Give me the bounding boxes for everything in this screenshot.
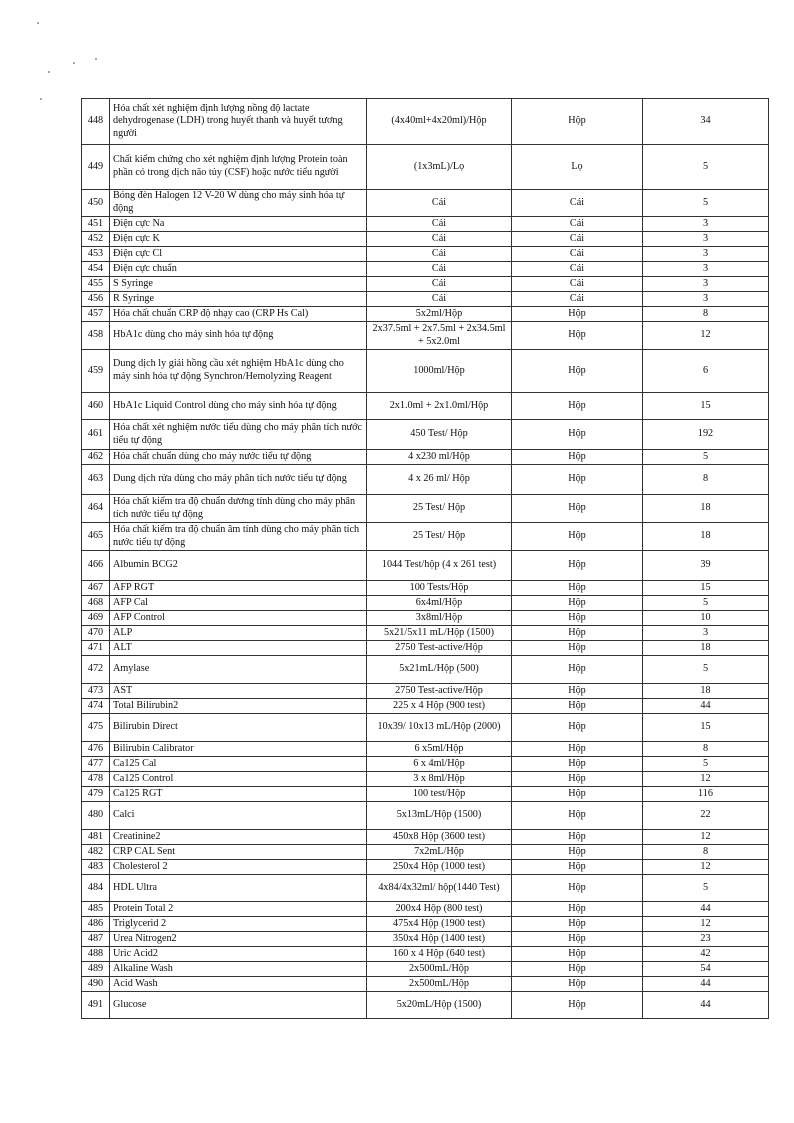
item-name-cell: Cholesterol 2 xyxy=(110,860,367,875)
table-row xyxy=(82,322,769,350)
row-number-cell: 466 xyxy=(82,551,110,581)
table-row xyxy=(82,217,769,232)
packing-spec-cell: 475x4 Hộp (1900 test) xyxy=(367,917,512,932)
item-name-cell: Điện cực Na xyxy=(110,217,367,232)
row-number-cell: 453 xyxy=(82,247,110,262)
row-number-cell: 473 xyxy=(82,684,110,699)
unit-cell: Hộp xyxy=(512,393,643,420)
unit-cell: Hộp xyxy=(512,99,643,145)
quantity-cell: 34 xyxy=(643,99,769,145)
row-number-cell: 462 xyxy=(82,450,110,465)
packing-spec-cell: 6 x5ml/Hộp xyxy=(367,742,512,757)
item-name-cell: Dung dịch rửa dùng cho máy phân tích nước tiểu tự động xyxy=(110,465,367,495)
item-name-cell: ALT xyxy=(110,641,367,656)
table-row xyxy=(82,962,769,977)
table-row xyxy=(82,757,769,772)
row-number-cell: 472 xyxy=(82,656,110,684)
packing-spec-cell: 5x20mL/Hộp (1500) xyxy=(367,992,512,1019)
packing-spec-cell: Cái xyxy=(367,247,512,262)
table-row xyxy=(82,611,769,626)
unit-cell: Hộp xyxy=(512,977,643,992)
unit-cell: Hộp xyxy=(512,932,643,947)
row-number-cell: 470 xyxy=(82,626,110,641)
table-row xyxy=(82,699,769,714)
quantity-cell: 15 xyxy=(643,393,769,420)
item-name-cell: HbA1c Liquid Control dùng cho máy sinh hóa tự động xyxy=(110,393,367,420)
unit-cell: Cái xyxy=(512,190,643,217)
item-name-cell: AST xyxy=(110,684,367,699)
quantity-cell: 5 xyxy=(643,656,769,684)
packing-spec-cell: 450 Test/ Hộp xyxy=(367,420,512,450)
row-number-cell: 452 xyxy=(82,232,110,247)
packing-spec-cell: 2x1.0ml + 2x1.0ml/Hộp xyxy=(367,393,512,420)
quantity-cell: 5 xyxy=(643,596,769,611)
packing-spec-cell: 100 Tests/Hộp xyxy=(367,581,512,596)
table-row xyxy=(82,420,769,450)
item-name-cell: Albumin BCG2 xyxy=(110,551,367,581)
unit-cell: Hộp xyxy=(512,787,643,802)
table-row xyxy=(82,495,769,523)
table-row xyxy=(82,875,769,902)
table-row xyxy=(82,277,769,292)
item-name-cell: Creatinine2 xyxy=(110,830,367,845)
row-number-cell: 481 xyxy=(82,830,110,845)
item-name-cell: Amylase xyxy=(110,656,367,684)
item-name-cell: Protein Total 2 xyxy=(110,902,367,917)
item-name-cell: Total Bilirubin2 xyxy=(110,699,367,714)
unit-cell: Hộp xyxy=(512,611,643,626)
table-row xyxy=(82,641,769,656)
quantity-cell: 6 xyxy=(643,350,769,393)
packing-spec-cell: 2x500mL/Hộp xyxy=(367,962,512,977)
row-number-cell: 448 xyxy=(82,99,110,145)
quantity-cell: 3 xyxy=(643,232,769,247)
unit-cell: Hộp xyxy=(512,962,643,977)
unit-cell: Hộp xyxy=(512,581,643,596)
row-number-cell: 459 xyxy=(82,350,110,393)
quantity-cell: 5 xyxy=(643,450,769,465)
packing-spec-cell: Cái xyxy=(367,232,512,247)
row-number-cell: 483 xyxy=(82,860,110,875)
item-name-cell: Chất kiểm chứng cho xét nghiệm định lượng Protein toàn phần có trong dịch não tủy (CSF) hoặc nước tiểu người xyxy=(110,145,367,190)
quantity-cell: 54 xyxy=(643,962,769,977)
packing-spec-cell: 7x2mL/Hộp xyxy=(367,845,512,860)
table-row xyxy=(82,523,769,551)
unit-cell: Hộp xyxy=(512,626,643,641)
packing-spec-cell: 350x4 Hộp (1400 test) xyxy=(367,932,512,947)
table-row xyxy=(82,626,769,641)
table-row xyxy=(82,917,769,932)
item-name-cell: Bóng đèn Halogen 12 V-20 W dùng cho máy sinh hóa tự động xyxy=(110,190,367,217)
row-number-cell: 476 xyxy=(82,742,110,757)
quantity-cell: 3 xyxy=(643,217,769,232)
unit-cell: Hộp xyxy=(512,714,643,742)
quantity-cell: 8 xyxy=(643,307,769,322)
row-number-cell: 455 xyxy=(82,277,110,292)
table-row xyxy=(82,992,769,1019)
quantity-cell: 44 xyxy=(643,992,769,1019)
quantity-cell: 3 xyxy=(643,277,769,292)
unit-cell: Hộp xyxy=(512,350,643,393)
table-row xyxy=(82,350,769,393)
packing-spec-cell: 1000ml/Hộp xyxy=(367,350,512,393)
item-name-cell: R Syringe xyxy=(110,292,367,307)
row-number-cell: 458 xyxy=(82,322,110,350)
packing-spec-cell: 160 x 4 Hộp (640 test) xyxy=(367,947,512,962)
quantity-cell: 5 xyxy=(643,757,769,772)
row-number-cell: 454 xyxy=(82,262,110,277)
item-name-cell: AFP RGT xyxy=(110,581,367,596)
row-number-cell: 471 xyxy=(82,641,110,656)
unit-cell: Cái xyxy=(512,262,643,277)
packing-spec-cell: 200x4 Hộp (800 test) xyxy=(367,902,512,917)
quantity-cell: 8 xyxy=(643,845,769,860)
item-name-cell: Ca125 RGT xyxy=(110,787,367,802)
row-number-cell: 468 xyxy=(82,596,110,611)
unit-cell: Cái xyxy=(512,277,643,292)
item-name-cell: Uric Acid2 xyxy=(110,947,367,962)
quantity-cell: 23 xyxy=(643,932,769,947)
quantity-cell: 42 xyxy=(643,947,769,962)
quantity-cell: 12 xyxy=(643,322,769,350)
packing-spec-cell: Cái xyxy=(367,292,512,307)
row-number-cell: 482 xyxy=(82,845,110,860)
row-number-cell: 461 xyxy=(82,420,110,450)
packing-spec-cell: 3 x 8ml/Hộp xyxy=(367,772,512,787)
table-row xyxy=(82,684,769,699)
row-number-cell: 463 xyxy=(82,465,110,495)
quantity-cell: 39 xyxy=(643,551,769,581)
row-number-cell: 488 xyxy=(82,947,110,962)
packing-spec-cell: Cái xyxy=(367,262,512,277)
row-number-cell: 484 xyxy=(82,875,110,902)
table-row xyxy=(82,860,769,875)
row-number-cell: 467 xyxy=(82,581,110,596)
packing-spec-cell: 6 x 4ml/Hộp xyxy=(367,757,512,772)
table-row xyxy=(82,787,769,802)
table-row xyxy=(82,830,769,845)
row-number-cell: 486 xyxy=(82,917,110,932)
packing-spec-cell: 2750 Test-active/Hộp xyxy=(367,684,512,699)
item-name-cell: Glucose xyxy=(110,992,367,1019)
quantity-cell: 8 xyxy=(643,465,769,495)
table-row xyxy=(82,232,769,247)
item-name-cell: HDL Ultra xyxy=(110,875,367,902)
row-number-cell: 457 xyxy=(82,307,110,322)
row-number-cell: 475 xyxy=(82,714,110,742)
unit-cell: Hộp xyxy=(512,641,643,656)
packing-spec-cell: 25 Test/ Hộp xyxy=(367,523,512,551)
unit-cell: Cái xyxy=(512,292,643,307)
packing-spec-cell: 5x13mL/Hộp (1500) xyxy=(367,802,512,830)
unit-cell: Cái xyxy=(512,217,643,232)
quantity-cell: 5 xyxy=(643,190,769,217)
item-name-cell: Hóa chất kiểm tra độ chuẩn dương tính dùng cho máy phân tích nước tiểu tự động xyxy=(110,495,367,523)
unit-cell: Hộp xyxy=(512,523,643,551)
item-name-cell: Calci xyxy=(110,802,367,830)
packing-spec-cell: 2x37.5ml + 2x7.5ml + 2x34.5ml + 5x2.0ml xyxy=(367,322,512,350)
unit-cell: Hộp xyxy=(512,947,643,962)
unit-cell: Hộp xyxy=(512,465,643,495)
table-row xyxy=(82,656,769,684)
unit-cell: Hộp xyxy=(512,830,643,845)
row-number-cell: 491 xyxy=(82,992,110,1019)
unit-cell: Hộp xyxy=(512,495,643,523)
quantity-cell: 192 xyxy=(643,420,769,450)
packing-spec-cell: (1x3mL)/Lọ xyxy=(367,145,512,190)
table-row xyxy=(82,802,769,830)
table-row xyxy=(82,596,769,611)
item-name-cell: Điện cực chuẩn xyxy=(110,262,367,277)
table-row xyxy=(82,262,769,277)
unit-cell: Hộp xyxy=(512,757,643,772)
packing-spec-cell: 4 x230 ml/Hộp xyxy=(367,450,512,465)
row-number-cell: 465 xyxy=(82,523,110,551)
packing-spec-cell: 3x8ml/Hộp xyxy=(367,611,512,626)
packing-spec-cell: 250x4 Hộp (1000 test) xyxy=(367,860,512,875)
table-row xyxy=(82,947,769,962)
quantity-cell: 5 xyxy=(643,145,769,190)
table-row xyxy=(82,450,769,465)
item-name-cell: Bilirubin Calibrator xyxy=(110,742,367,757)
quantity-cell: 44 xyxy=(643,699,769,714)
quantity-cell: 10 xyxy=(643,611,769,626)
row-number-cell: 479 xyxy=(82,787,110,802)
item-name-cell: Hóa chất xét nghiệm nước tiểu dùng cho máy phân tích nước tiểu tự động xyxy=(110,420,367,450)
item-name-cell: Hóa chất chuẩn CRP độ nhạy cao (CRP Hs Cal) xyxy=(110,307,367,322)
item-name-cell: Hóa chất kiểm tra độ chuẩn âm tính dùng cho máy phân tích nước tiểu tự động xyxy=(110,523,367,551)
table-row xyxy=(82,393,769,420)
item-name-cell: Hóa chất chuẩn dùng cho máy nước tiểu tự động xyxy=(110,450,367,465)
packing-spec-cell: 5x2ml/Hộp xyxy=(367,307,512,322)
quantity-cell: 3 xyxy=(643,262,769,277)
unit-cell: Hộp xyxy=(512,307,643,322)
table-row xyxy=(82,465,769,495)
packing-spec-cell: Cái xyxy=(367,277,512,292)
unit-cell: Cái xyxy=(512,232,643,247)
row-number-cell: 477 xyxy=(82,757,110,772)
packing-spec-cell: 5x21mL/Hộp (500) xyxy=(367,656,512,684)
item-name-cell: Điện cực K xyxy=(110,232,367,247)
table-row xyxy=(82,772,769,787)
quantity-cell: 12 xyxy=(643,917,769,932)
row-number-cell: 490 xyxy=(82,977,110,992)
table-row xyxy=(82,145,769,190)
unit-cell: Hộp xyxy=(512,875,643,902)
row-number-cell: 450 xyxy=(82,190,110,217)
table-row xyxy=(82,581,769,596)
unit-cell: Hộp xyxy=(512,902,643,917)
unit-cell: Lọ xyxy=(512,145,643,190)
item-name-cell: S Syringe xyxy=(110,277,367,292)
item-name-cell: Dung dịch ly giải hồng cầu xét nghiệm HbA1c dùng cho máy sinh hóa tự động Synchron/Hemolyzing Reagent xyxy=(110,350,367,393)
row-number-cell: 485 xyxy=(82,902,110,917)
table-row xyxy=(82,307,769,322)
unit-cell: Hộp xyxy=(512,684,643,699)
row-number-cell: 449 xyxy=(82,145,110,190)
item-name-cell: Alkaline Wash xyxy=(110,962,367,977)
quantity-cell: 44 xyxy=(643,902,769,917)
quantity-cell: 18 xyxy=(643,495,769,523)
quantity-cell: 15 xyxy=(643,714,769,742)
table-row xyxy=(82,714,769,742)
row-number-cell: 469 xyxy=(82,611,110,626)
quantity-cell: 5 xyxy=(643,875,769,902)
table-row xyxy=(82,845,769,860)
packing-spec-cell: (4x40ml+4x20ml)/Hộp xyxy=(367,99,512,145)
packing-spec-cell: Cái xyxy=(367,190,512,217)
quantity-cell: 8 xyxy=(643,742,769,757)
item-name-cell: Triglycerid 2 xyxy=(110,917,367,932)
row-number-cell: 489 xyxy=(82,962,110,977)
unit-cell: Hộp xyxy=(512,992,643,1019)
quantity-cell: 18 xyxy=(643,641,769,656)
packing-spec-cell: Cái xyxy=(367,217,512,232)
row-number-cell: 478 xyxy=(82,772,110,787)
unit-cell: Hộp xyxy=(512,772,643,787)
item-name-cell: AFP Control xyxy=(110,611,367,626)
item-name-cell: Ca125 Control xyxy=(110,772,367,787)
packing-spec-cell: 225 x 4 Hộp (900 test) xyxy=(367,699,512,714)
item-name-cell: Acid Wash xyxy=(110,977,367,992)
table-row xyxy=(82,902,769,917)
quantity-cell: 22 xyxy=(643,802,769,830)
supplies-table xyxy=(81,98,769,1019)
packing-spec-cell: 6x4ml/Hộp xyxy=(367,596,512,611)
unit-cell: Hộp xyxy=(512,742,643,757)
table-row xyxy=(82,247,769,262)
quantity-cell: 12 xyxy=(643,772,769,787)
unit-cell: Cái xyxy=(512,247,643,262)
packing-spec-cell: 1044 Test/hộp (4 x 261 test) xyxy=(367,551,512,581)
row-number-cell: 464 xyxy=(82,495,110,523)
row-number-cell: 451 xyxy=(82,217,110,232)
packing-spec-cell: 4 x 26 ml/ Hộp xyxy=(367,465,512,495)
quantity-cell: 3 xyxy=(643,292,769,307)
item-name-cell: HbA1c dùng cho máy sinh hóa tự động xyxy=(110,322,367,350)
item-name-cell: ALP xyxy=(110,626,367,641)
unit-cell: Hộp xyxy=(512,656,643,684)
unit-cell: Hộp xyxy=(512,917,643,932)
row-number-cell: 460 xyxy=(82,393,110,420)
row-number-cell: 474 xyxy=(82,699,110,714)
packing-spec-cell: 25 Test/ Hộp xyxy=(367,495,512,523)
table-row xyxy=(82,292,769,307)
unit-cell: Hộp xyxy=(512,845,643,860)
item-name-cell: Điện cực Cl xyxy=(110,247,367,262)
item-name-cell: Bilirubin Direct xyxy=(110,714,367,742)
unit-cell: Hộp xyxy=(512,322,643,350)
quantity-cell: 3 xyxy=(643,626,769,641)
quantity-cell: 12 xyxy=(643,830,769,845)
packing-spec-cell: 450x8 Hộp (3600 test) xyxy=(367,830,512,845)
packing-spec-cell: 10x39/ 10x13 mL/Hộp (2000) xyxy=(367,714,512,742)
table-row xyxy=(82,977,769,992)
unit-cell: Hộp xyxy=(512,551,643,581)
row-number-cell: 480 xyxy=(82,802,110,830)
packing-spec-cell: 2x500mL/Hộp xyxy=(367,977,512,992)
table-row xyxy=(82,551,769,581)
unit-cell: Hộp xyxy=(512,420,643,450)
unit-cell: Hộp xyxy=(512,699,643,714)
row-number-cell: 487 xyxy=(82,932,110,947)
row-number-cell: 456 xyxy=(82,292,110,307)
packing-spec-cell: 100 test/Hộp xyxy=(367,787,512,802)
quantity-cell: 116 xyxy=(643,787,769,802)
item-name-cell: CRP CAL Sent xyxy=(110,845,367,860)
quantity-cell: 44 xyxy=(643,977,769,992)
quantity-cell: 12 xyxy=(643,860,769,875)
quantity-cell: 18 xyxy=(643,684,769,699)
packing-spec-cell: 5x21/5x11 mL/Hộp (1500) xyxy=(367,626,512,641)
table-row xyxy=(82,932,769,947)
quantity-cell: 3 xyxy=(643,247,769,262)
unit-cell: Hộp xyxy=(512,860,643,875)
table-body xyxy=(82,99,769,1019)
unit-cell: Hộp xyxy=(512,596,643,611)
table-row xyxy=(82,99,769,145)
item-name-cell: Urea Nitrogen2 xyxy=(110,932,367,947)
quantity-cell: 15 xyxy=(643,581,769,596)
quantity-cell: 18 xyxy=(643,523,769,551)
item-name-cell: Hóa chất xét nghiệm định lượng nồng độ lactate dehydrogenase (LDH) trong huyết thanh và huyết tương người xyxy=(110,99,367,145)
packing-spec-cell: 4x84/4x32ml/ hộp(1440 Test) xyxy=(367,875,512,902)
item-name-cell: Ca125 Cal xyxy=(110,757,367,772)
table-row xyxy=(82,190,769,217)
item-name-cell: AFP Cal xyxy=(110,596,367,611)
table-row xyxy=(82,742,769,757)
packing-spec-cell: 2750 Test-active/Hộp xyxy=(367,641,512,656)
unit-cell: Hộp xyxy=(512,802,643,830)
unit-cell: Hộp xyxy=(512,450,643,465)
